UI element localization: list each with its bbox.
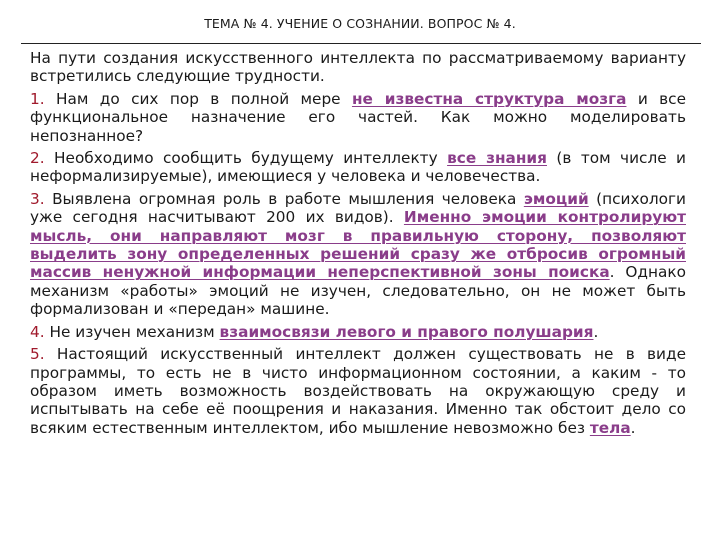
text: Необходимо сообщить будущему интеллекту bbox=[44, 149, 448, 168]
slide-body bbox=[30, 49, 686, 441]
item-number: 4. bbox=[30, 322, 45, 341]
text: Не изучен механизм bbox=[44, 322, 220, 341]
item-number: 3. bbox=[30, 189, 45, 208]
text: . Однако механизм «работы» эмоций не изучен, следовательно, он не может быть формализован и «передан» машине. bbox=[30, 263, 686, 319]
item-number: 5. bbox=[30, 345, 45, 364]
text: . bbox=[630, 418, 636, 437]
difficulty-2 bbox=[30, 149, 686, 186]
highlight-all-knowledge: все знания bbox=[447, 149, 547, 168]
highlight-emotions: эмоций bbox=[523, 189, 589, 208]
text: . bbox=[593, 322, 599, 341]
difficulty-3 bbox=[30, 190, 686, 319]
difficulty-4 bbox=[30, 323, 686, 341]
highlight-body: тела bbox=[589, 418, 631, 437]
text: (в том числе и неформализируемые), имеющиеся у человека и человечества. bbox=[30, 149, 686, 186]
item-number: 1. bbox=[30, 89, 45, 108]
difficulty-5 bbox=[30, 345, 686, 437]
text: Нам до сих пор в полной мере bbox=[44, 89, 352, 108]
highlight-emotions-control: Именно эмоции контролируют мысль, они направляют мозг в правильную сторону, позволяют выделить зону определенных решений сразу же отбросив огромный массив ненужной информации неперспективной зоны поиска bbox=[30, 208, 686, 282]
text: Выявлена огромная роль в работе мышления человека bbox=[44, 189, 524, 208]
highlight-hemispheres: взаимосвязи левого и правого полушария bbox=[219, 322, 594, 341]
intro-paragraph: На пути создания искусственного интеллекта по рассматриваемому варианту встретились следующие трудности. bbox=[30, 49, 686, 86]
difficulty-1 bbox=[30, 90, 686, 145]
text: Настоящий искусственный интеллект должен существовать не в виде программы, то есть не в чисто информационном состоянии, а каким - то образом иметь возможность воздействовать на окружающую среду и испытывать на себе её поощрения и наказания. Именно так обстоит дело со всяким естественным интеллектом, ибо мышление невозможно без bbox=[30, 345, 686, 437]
slide-title: ТЕМА № 4. УЧЕНИЕ О СОЗНАНИИ. ВОПРОС № 4. bbox=[204, 16, 516, 31]
title-divider bbox=[21, 43, 701, 44]
highlight-brain-structure: не известна структура мозга bbox=[351, 89, 627, 108]
text: (психологи уже сегодня насчитывают 200 их видов). bbox=[30, 189, 686, 227]
text: и все функциональное назначение его частей. Как можно моделировать непознанное? bbox=[30, 89, 686, 145]
item-number: 2. bbox=[30, 149, 45, 168]
